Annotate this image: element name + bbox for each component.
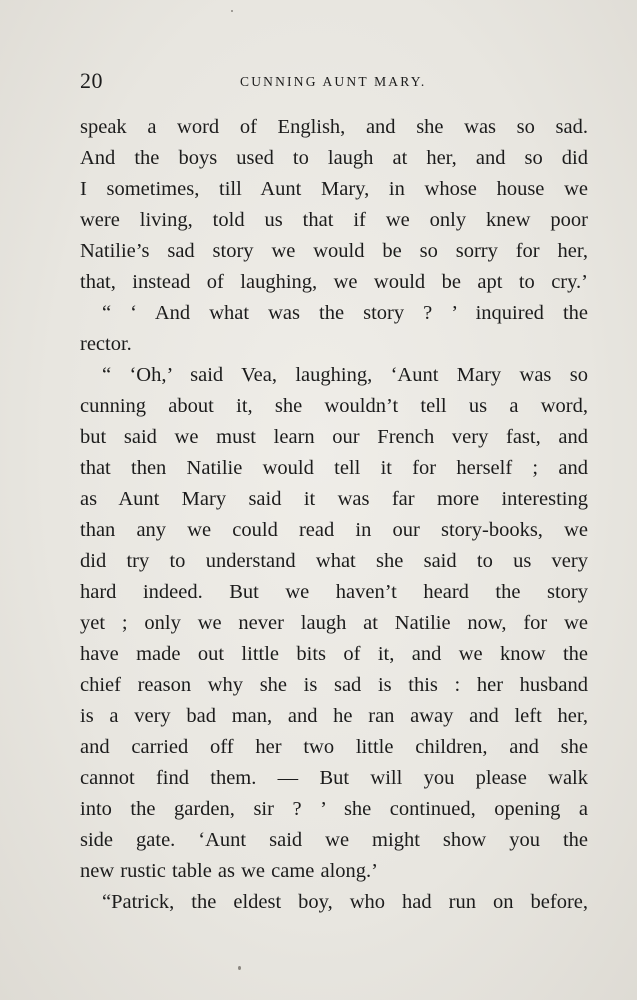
page-number: 20 — [80, 68, 103, 93]
page-header — [80, 66, 588, 102]
paper-speck — [231, 10, 233, 12]
text-line: have made out little bits of it, and we know the — [80, 643, 588, 665]
paper-speck — [238, 966, 241, 970]
text-line: and carried off her two little children, and she — [80, 736, 588, 758]
text-line: hard indeed. But we haven’t heard the story — [80, 581, 588, 603]
text-line: yet ; only we never laugh at Natilie now, for we — [80, 612, 588, 634]
text-line: side gate. ‘Aunt said we might show you the — [80, 829, 588, 851]
body-text — [80, 112, 588, 918]
text-line: “Patrick, the eldest boy, who had run on before, — [102, 891, 588, 913]
text-line: but said we must learn our French very fast, and — [80, 426, 588, 448]
text-line: “ ‘ And what was the story ? ’ inquired the — [102, 302, 588, 324]
text-line: that, instead of laughing, we would be apt to cry.’ — [80, 271, 588, 293]
text-line: I sometimes, till Aunt Mary, in whose house we — [80, 178, 588, 200]
text-line: “ ‘Oh,’ said Vea, laughing, ‘Aunt Mary was so — [102, 364, 588, 386]
text-line: is a very bad man, and he ran away and left her, — [80, 705, 588, 727]
text-line: rector. — [80, 333, 132, 355]
text-line: cunning about it, she wouldn’t tell us a word, — [80, 395, 588, 417]
text-line: Natilie’s sad story we would be so sorry for her, — [80, 240, 588, 262]
text-line: were living, told us that if we only knew poor — [80, 209, 588, 231]
text-line: new rustic table as we came along.’ — [80, 860, 379, 882]
text-line: than any we could read in our story-books, we — [80, 519, 588, 541]
text-line: as Aunt Mary said it was far more interesting — [80, 488, 588, 510]
text-line: chief reason why she is sad is this : her husband — [80, 674, 588, 696]
text-line: And the boys used to laugh at her, and so did — [80, 147, 588, 169]
text-line: that then Natilie would tell it for herself ; and — [80, 457, 588, 479]
text-line: did try to understand what she said to us very — [80, 550, 588, 572]
running-head: CUNNING AUNT MARY. — [240, 74, 427, 89]
text-line: speak a word of English, and she was so sad. — [80, 116, 588, 138]
text-line: cannot find them. — But will you please walk — [80, 767, 588, 789]
text-line: into the garden, sir ? ’ she continued, opening a — [80, 798, 588, 820]
